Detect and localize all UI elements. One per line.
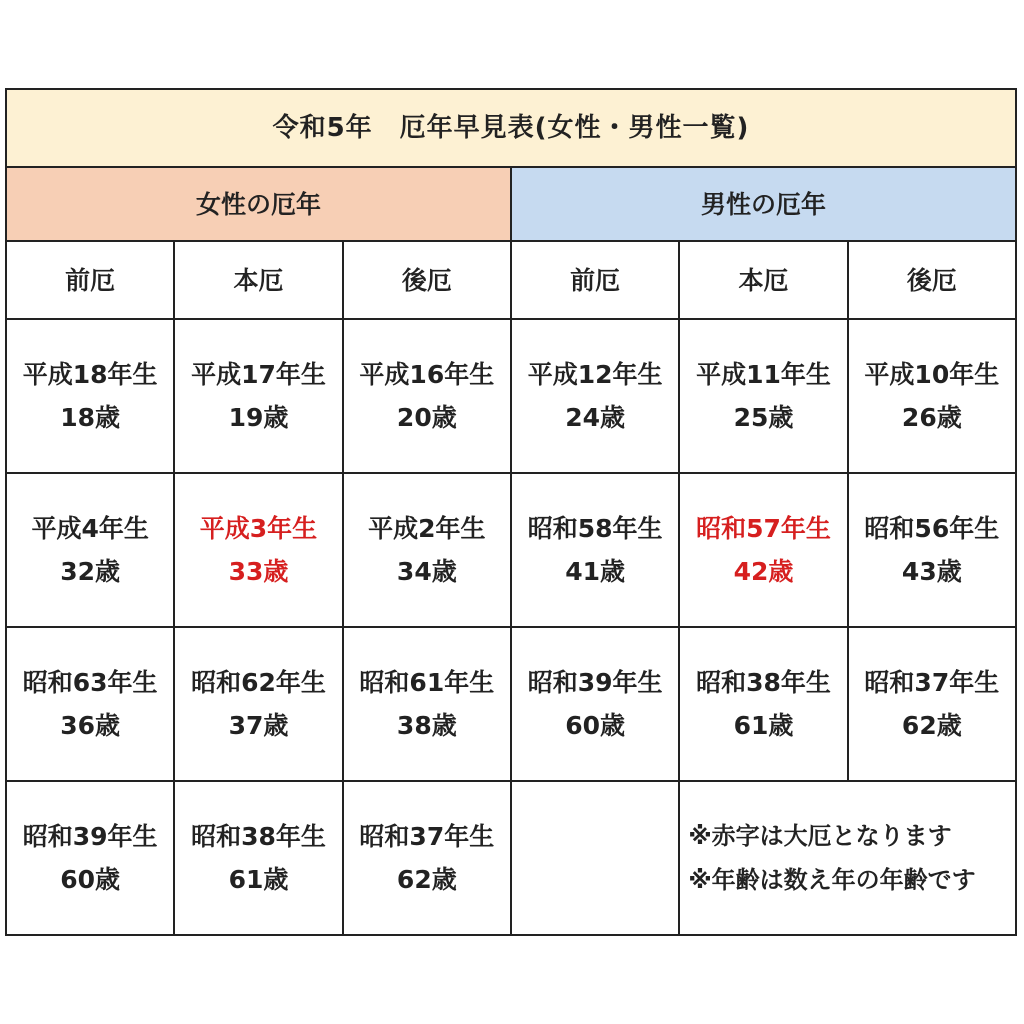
birth-year: 平成2年生 [368,514,486,543]
birth-year: 平成17年生 [191,360,326,389]
table-row [6,319,1016,473]
table-cell [511,319,679,473]
age: 42歳 [733,557,794,586]
female-honyaku-header: 本厄 [174,241,342,319]
birth-year: 昭和39年生 [22,822,158,851]
birth-year: 昭和38年生 [696,668,831,697]
birth-year: 昭和56年生 [864,514,1000,543]
birth-year: 平成18年生 [22,360,158,389]
table-title: 令和5年 厄年早見表(女性・男性一覧) [6,89,1016,167]
table-row [6,627,1016,781]
table-cell [679,627,847,781]
female-maeyaku-header: 前厄 [6,241,174,319]
male-group-header: 男性の厄年 [511,167,1016,241]
taiyaku-cell [174,473,342,627]
age: 38歳 [396,711,457,740]
table-cell [343,319,511,473]
age: 60歳 [60,865,121,894]
male-maeyaku-header: 前厄 [511,241,679,319]
age: 20歳 [396,403,457,432]
age: 18歳 [60,403,121,432]
age: 43歳 [901,557,962,586]
column-header-row [6,241,1016,319]
table-row [6,473,1016,627]
table-row [6,781,1016,935]
age: 32歳 [60,557,121,586]
age: 60歳 [565,711,626,740]
table-cell [174,627,342,781]
age: 19歳 [228,403,289,432]
age: 26歳 [901,403,962,432]
yakudoshi-table [5,88,1017,936]
age: 24歳 [565,403,626,432]
birth-year: 平成4年生 [31,514,149,543]
table-cell [6,627,174,781]
birth-year: 平成11年生 [696,360,831,389]
female-atoyaku-header: 後厄 [343,241,511,319]
notes-cell [679,781,1016,935]
birth-year: 平成10年生 [864,360,1000,389]
table-cell [6,319,174,473]
birth-year: 平成12年生 [527,360,663,389]
title-row [6,89,1016,167]
table-cell [679,319,847,473]
age: 33歳 [228,557,289,586]
birth-year: 平成3年生 [199,514,318,543]
birth-year: 昭和37年生 [864,668,1000,697]
birth-year: 昭和58年生 [527,514,663,543]
age: 61歳 [228,865,289,894]
birth-year: 昭和62年生 [191,668,326,697]
table-cell [511,473,679,627]
birth-year: 昭和61年生 [359,668,495,697]
group-row [6,167,1016,241]
table-cell [343,473,511,627]
table-cell [848,627,1016,781]
birth-year: 昭和63年生 [22,668,158,697]
birth-year: 平成16年生 [359,360,495,389]
birth-year: 昭和57年生 [696,514,831,543]
table-cell [343,781,511,935]
male-atoyaku-header: 後厄 [848,241,1016,319]
table-cell [343,627,511,781]
table-cell [174,319,342,473]
male-honyaku-header: 本厄 [679,241,847,319]
birth-year: 昭和38年生 [191,822,326,851]
age: 62歳 [901,711,962,740]
empty-cell [511,781,679,935]
female-group-header: 女性の厄年 [6,167,511,241]
table-cell [848,319,1016,473]
birth-year: 昭和37年生 [359,822,495,851]
table-cell [6,473,174,627]
table-cell [6,781,174,935]
yakudoshi-table-container [5,88,1017,929]
note-age-counting: ※年齢は数え年の年齢です [688,866,976,894]
age: 25歳 [733,403,794,432]
table-cell [174,781,342,935]
age: 61歳 [733,711,794,740]
age: 37歳 [228,711,289,740]
age: 62歳 [396,865,457,894]
age: 41歳 [565,557,626,586]
taiyaku-cell [679,473,847,627]
table-cell [511,627,679,781]
table-cell [848,473,1016,627]
age: 34歳 [396,557,457,586]
age: 36歳 [60,711,121,740]
birth-year: 昭和39年生 [527,668,663,697]
note-red-text: ※赤字は大厄となります [688,822,952,850]
